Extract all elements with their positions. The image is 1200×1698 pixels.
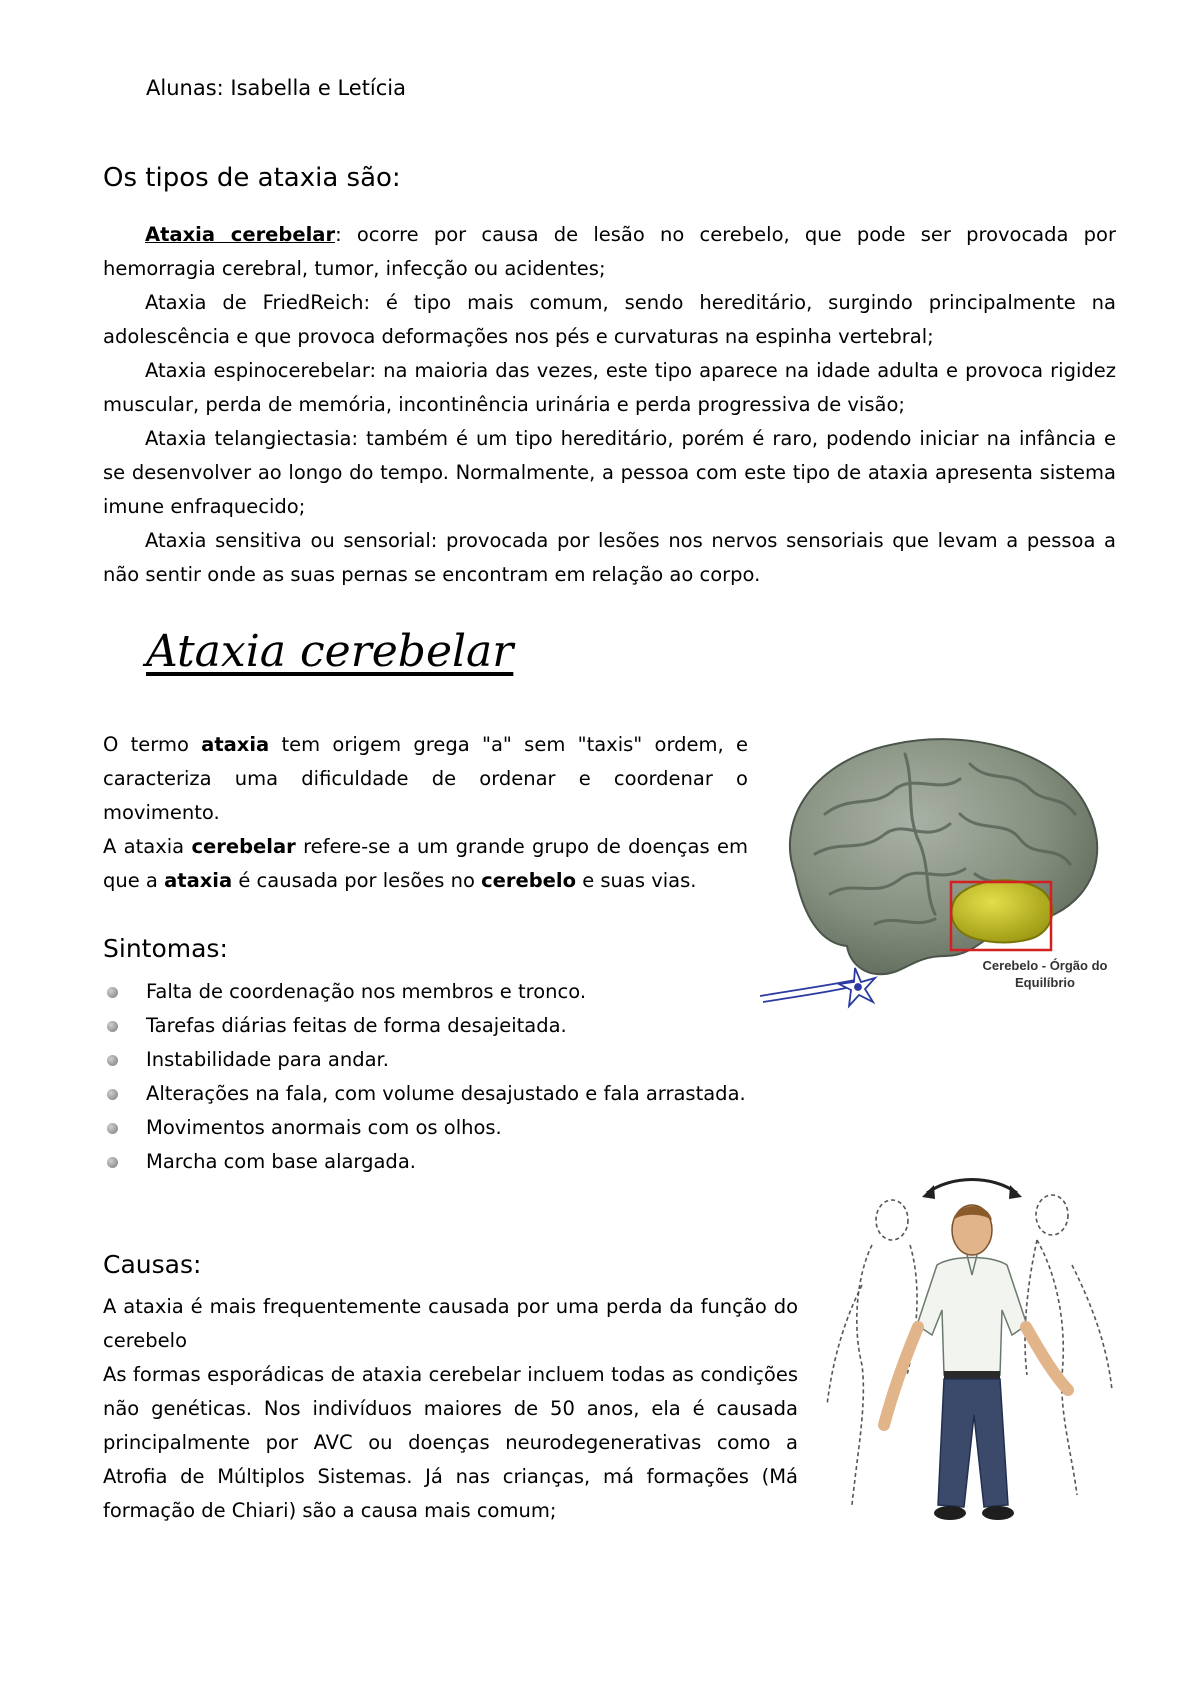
type-item-telangiectasia [103,422,1116,524]
type-text-friedreich: Ataxia de FriedReich: é tipo mais comum, sendo hereditário, surgindo principalmente na adolescência e que provoca deformações nos pés e curvaturas na espinha vertebral; [103,291,1116,348]
causes-paragraph-2: As formas esporádicas de ataxia cerebelar incluem todas as condições não genéticas. Nos indivíduos maiores de 50 anos, ela é causada principalmente por AVC ou doenças neurodegenerativas como a Atrofia de Múltiplos Sistemas. Já nas crianças, má formações (Má formação de Chiari) são a causa mais comum; [103,1363,798,1522]
bullet-icon [107,1123,118,1134]
type-item-friedreich [103,286,1116,354]
intro-section [103,728,748,898]
bullet-icon [107,987,118,998]
list-item: Marcha com base alargada. [103,1145,746,1179]
type-item-cerebelar [103,218,1116,286]
bullet-icon [107,1055,118,1066]
symptoms-list [103,975,746,1179]
bullet-icon [107,1089,118,1100]
causes-section [103,1290,798,1528]
intro-paragraph-1: O termo ataxia tem origem grega "a" sem "taxis" ordem, e caracteriza uma dificuldade de ordenar e coordenar o movimento. [103,733,748,824]
type-item-sensitiva [103,524,1116,592]
ataxia-types-list [103,218,1116,592]
bullet-icon [107,1021,118,1032]
main-title: Ataxia cerebelar [146,626,514,677]
list-item: Tarefas diárias feitas de forma desajeitada. [103,1009,746,1043]
list-item: Falta de coordenação nos membros e tronco. [103,975,746,1009]
type-text-cerebelar: : ocorre por causa de lesão no cerebelo, que pode ser provocada por hemorragia cerebral, tumor, infecção ou acidentes; [103,223,1116,280]
symptoms-heading: Sintomas: [103,934,228,963]
type-text-sensitiva: Ataxia sensitiva ou sensorial: provocada por lesões nos nervos sensoriais que levam a pessoa a não sentir onde as suas pernas se encontram em relação ao corpo. [103,529,1116,586]
intro-paragraph-2: A ataxia cerebelar refere-se a um grande grupo de doenças em que a ataxia é causada por lesões no cerebelo e suas vias. [103,835,748,892]
brain-illustration [755,724,1145,1034]
type-name-cerebelar: Ataxia cerebelar [145,223,336,246]
authors-line: Alunas: Isabella e Letícia [146,76,407,100]
types-heading: Os tipos de ataxia são: [103,163,401,193]
brain-caption-line1: Cerebelo - Órgão do [982,958,1108,973]
list-item: Instabilidade para andar. [103,1043,746,1077]
list-item: Movimentos anormais com os olhos. [103,1111,746,1145]
list-item: Alterações na fala, com volume desajustado e fala arrastada. [103,1077,746,1111]
brain-caption-line2: Equilíbrio [1015,975,1075,990]
ataxic-man-illustration [822,1175,1122,1565]
star-swirl-icon [760,968,875,1006]
causes-heading: Causas: [103,1250,202,1279]
type-text-espinocerebelar: Ataxia espinocerebelar: na maioria das vezes, este tipo aparece na idade adulta e provoca rigidez muscular, perda de memória, incontinência urinária e perda progressiva de visão; [103,359,1116,416]
causes-paragraph-1: A ataxia é mais frequentemente causada por uma perda da função do cerebelo [103,1295,798,1352]
type-item-espinocerebelar [103,354,1116,422]
bullet-icon [107,1157,118,1168]
type-text-telangiectasia: Ataxia telangiectasia: também é um tipo hereditário, porém é raro, podendo iniciar na infância e se desenvolver ao longo do tempo. Normalmente, a pessoa com este tipo de ataxia apresenta sistema imune enfraquecido; [103,427,1116,518]
